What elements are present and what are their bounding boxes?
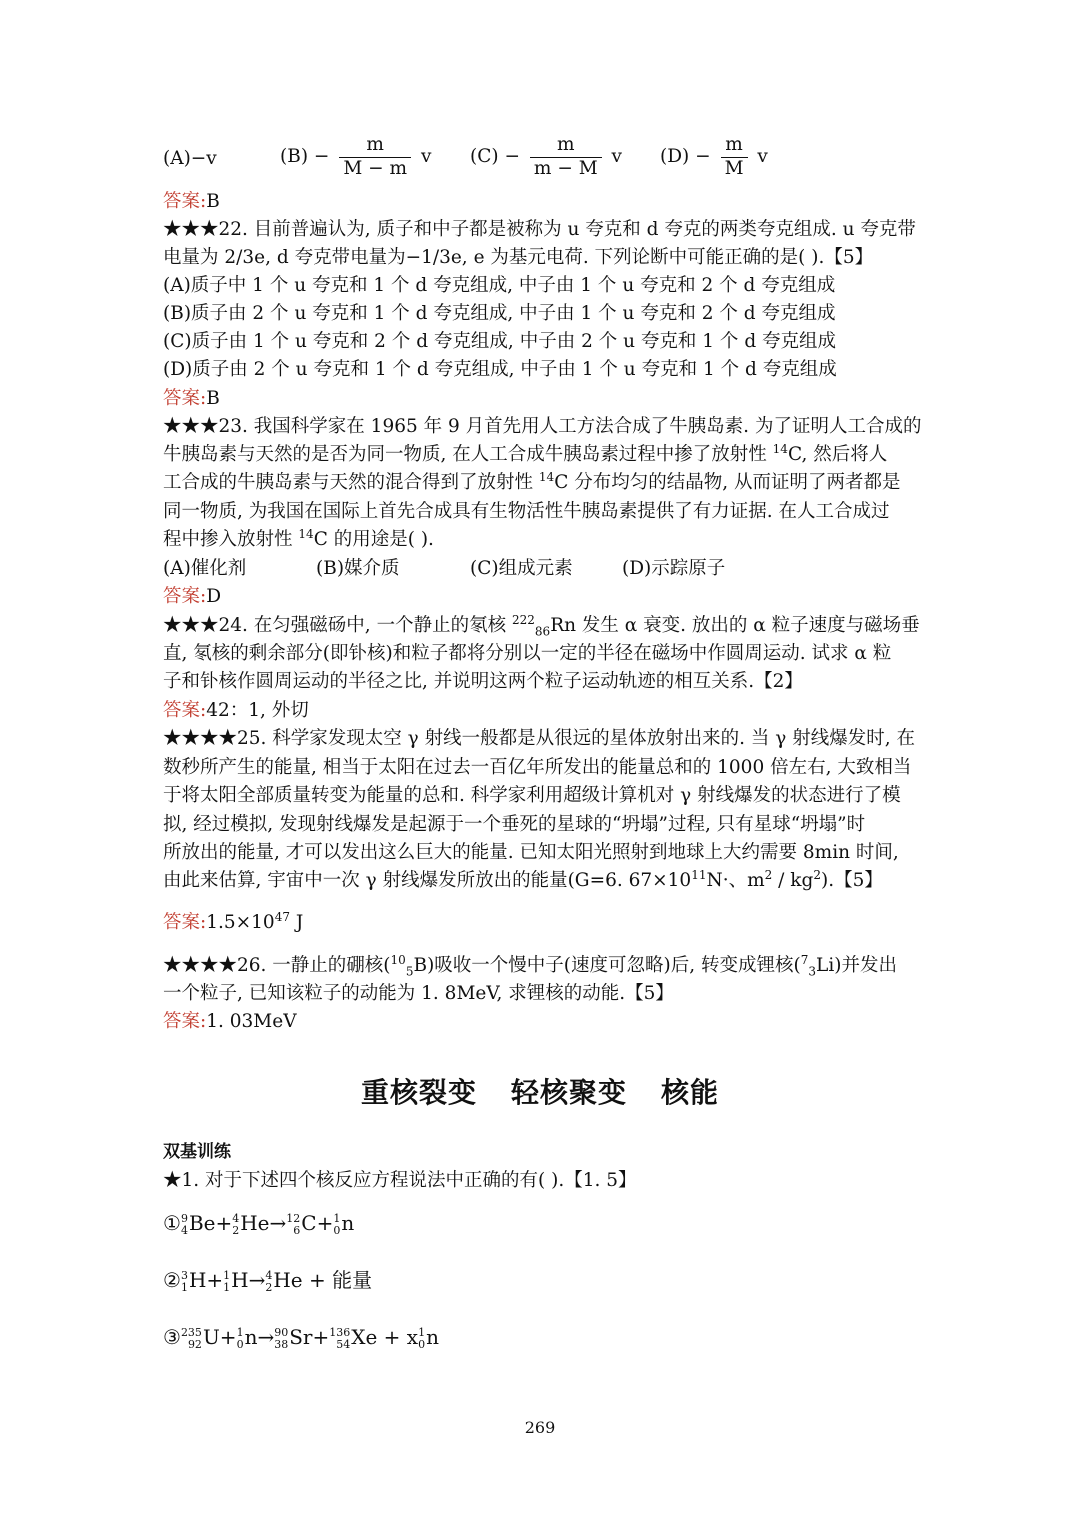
q23-line: 程中掺入放射性 $^{14}$C 的用途是( ).	[163, 526, 434, 550]
q26-line: ★★★★26. 一静止的硼核($^{10}_5$B)吸收一个慢中子(速度可忽略)后, 转变成锂核($^7_3$Li)并发出	[163, 952, 897, 979]
q25-line: 拟, 经过模拟, 发现射线爆发是起源于一个垂死的星球的“坍塌”过程, 只有星球“坍塌”时	[163, 814, 866, 835]
q25-line: 数秒所产生的能量, 相当于太阳在过去一百亿年所发出的能量总和的 1000 倍左右, 大致相当	[163, 757, 912, 778]
q25-line: 于将太阳全部质量转变为能量的总和. 科学家利用超级计算机对 γ 射线爆发的状态进行了模	[163, 785, 901, 806]
q21-answer: 答案:B	[163, 191, 220, 212]
q22-line: 电量为 2/3e, d 夸克带电量为−1/3e, e 为基元电荷. 下列论断中可能正确的是( ).【5】	[163, 247, 874, 268]
page-number: 269	[524, 1418, 556, 1437]
q22-option-a: (A)质子中 1 个 u 夸克和 1 个 d 夸克组成, 中子由 1 个 u 夸克和 2 个 d 夸克组成	[163, 275, 836, 296]
q23-option-b: (B)媒介质	[316, 558, 400, 579]
q26-line: 一个粒子, 已知该粒子的动能为 1. 8MeV, 求锂核的动能.【5】	[163, 983, 674, 1004]
q25-line: 由此来估算, 宇宙中一次 γ 射线爆发所放出的能量(G=6. $67\times 10^{11}N\cdot$、$m^2 / kg^2$).【5】	[163, 867, 883, 891]
q23-line: 工合成的牛胰岛素与天然的混合得到了放射性 $^{14}$C 分布均匀的结晶物, 从而证明了两者都是	[163, 469, 901, 493]
q1-equation-2: ② 3 1 H+ 1 1 H→ 4 2 He + 能量	[163, 1268, 373, 1294]
q1-line: ★1. 对于下述四个核反应方程说法中正确的有( ).【1. 5】	[163, 1170, 637, 1191]
q25-line: 所放出的能量, 才可以发出这么巨大的能量. 已知太阳光照射到地球上大约需要 8min 时间,	[163, 842, 899, 863]
q25-answer: 答案$:1.5\times 10^{47}$ J	[163, 909, 304, 933]
q22-option-b: (B)质子由 2 个 u 夸克和 1 个 d 夸克组成, 中子由 1 个 u 夸克和 2 个 d 夸克组成	[163, 303, 836, 324]
q21-option-a: (A)−v	[163, 148, 217, 169]
q23-option-a: (A)催化剂	[163, 558, 247, 579]
q23-option-d: (D)示踪原子	[622, 558, 726, 579]
q24-line: ★★★24. 在匀强磁砀中, 一个静止的氡核 $^{222}_{86}$Rn 发生 α 衰变. 放出的 α 粒子速度与磁场垂	[163, 612, 920, 639]
q22-option-c: (C)质子由 1 个 u 夸克和 2 个 d 夸克组成, 中子由 2 个 u 夸克和 1 个 d 夸克组成	[163, 331, 837, 352]
q23-answer: 答案:D	[163, 586, 222, 607]
q22-line: ★★★22. 目前普遍认为, 质子和中子都是被称为 u 夸克和 d 夸克的两类夸克组成. u 夸克带	[163, 219, 916, 240]
q22-answer: 答案:B	[163, 388, 220, 409]
q23-line: 牛胰岛素与天然的是否为同一物质, 在人工合成牛胰岛素过程中掺了放射性 $^{14}$C, 然后将人	[163, 441, 888, 465]
section-subtitle: 双基训练	[163, 1142, 231, 1162]
q23-line: ★★★23. 我国科学家在 1965 年 9 月首先用人工方法合成了牛胰岛素. 为了证明人工合成的	[163, 416, 922, 437]
q24-line: 直, 氡核的剩余部分(即钋核)和粒子都将分别以一定的半径在磁场中作圆周运动. 试求 α 粒	[163, 643, 892, 664]
q21-option-c: (C) − $\frac{m}{m - M}$ v	[470, 134, 622, 179]
q21-fraction-d: $\frac{m}{M}$	[721, 136, 748, 178]
section-title: 重核裂变 轻核聚变 核能	[360, 1076, 720, 1109]
q22-option-d: (D)质子由 2 个 u 夸克和 1 个 d 夸克组成, 中子由 1 个 u 夸克和 1 个 d 夸克组成	[163, 359, 837, 380]
q24-answer: 答案:42：1, 外切	[163, 700, 309, 721]
q21-fraction-c: $\frac{m}{m - M}$	[530, 136, 602, 178]
q1-equation-1: ① 9 4 Be+ 4 2 He→ 12 6 C+ 1 0 n	[163, 1211, 355, 1237]
q21-option-b: (B) − $\frac{m}{M - m}$ v	[280, 134, 432, 179]
q25-line: ★★★★25. 科学家发现太空 γ 射线一般都是从很远的星体放射出来的. 当 γ 射线爆发时, 在	[163, 728, 915, 749]
q21-option-d: (D) − $\frac{m}{M}$ v	[660, 134, 768, 179]
q26-answer: 答案:1. 03MeV	[163, 1011, 297, 1032]
q23-line: 同一物质, 为我国在国际上首先合成具有生物活性牛胰岛素提供了有力证据. 在人工合成过	[163, 501, 890, 522]
q1-equation-3: ③ 235 92 U+ 1 0 n→ 90 38 Sr+ 136 54 Xe + x 1 0 n	[163, 1325, 439, 1351]
q24-line: 子和钋核作圆周运动的半径之比, 并说明这两个粒子运动轨迹的相互关系.【2】	[163, 671, 803, 692]
q23-option-c: (C)组成元素	[470, 558, 573, 579]
q21-fraction-b: $\frac{m}{M - m}$	[339, 136, 411, 178]
